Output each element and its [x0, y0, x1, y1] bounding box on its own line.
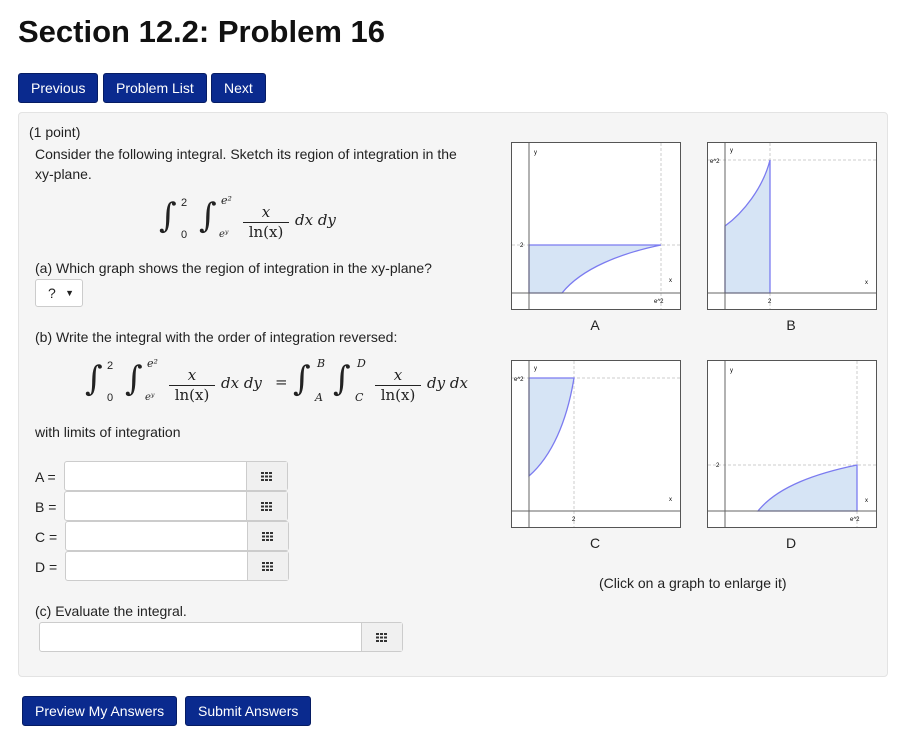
- limit-d-label: D =: [35, 559, 58, 575]
- x-axis-label: x: [865, 280, 868, 286]
- graph-hint: (Click on a graph to enlarge it): [599, 575, 787, 591]
- x-axis-label: x: [669, 278, 672, 284]
- differentials: dx dy: [221, 374, 262, 392]
- keypad-icon: [262, 532, 274, 541]
- x-axis-label: x: [669, 497, 672, 503]
- differentials: dx dy: [295, 211, 336, 229]
- limit-b-label: B =: [35, 499, 57, 515]
- next-button[interactable]: Next: [211, 73, 266, 103]
- outer-upper-limit-b: B: [317, 357, 326, 370]
- x-tick-label: e^2: [850, 517, 860, 523]
- keypad-icon: [261, 502, 273, 511]
- region: [725, 160, 770, 293]
- equation-editor-button[interactable]: [246, 462, 287, 490]
- inner-upper-limit: e²: [147, 357, 158, 370]
- integral-sign: ∫: [125, 359, 143, 399]
- graph-c-label: C: [589, 535, 601, 551]
- inner-upper-limit: e²: [221, 194, 232, 207]
- y-axis-label: y: [534, 150, 537, 156]
- y-axis-label: y: [730, 368, 733, 374]
- graph-select[interactable]: ? ▼: [35, 279, 83, 307]
- part-b-question: (b) Write the integral with the order of integration reversed:: [35, 329, 398, 345]
- points: (1 point): [29, 124, 81, 140]
- keypad-icon: [262, 562, 274, 571]
- outer-upper-limit: 2: [107, 360, 114, 372]
- x-tick-label: e^2: [654, 299, 664, 305]
- equation-editor-button[interactable]: [361, 623, 402, 651]
- outer-lower-limit: 0: [181, 229, 188, 241]
- graph-d-label: D: [785, 535, 797, 551]
- page-title: Section 12.2: Problem 16: [18, 14, 385, 49]
- integral-sign: ∫: [293, 359, 311, 399]
- keypad-icon: [376, 633, 388, 642]
- limit-c-input[interactable]: [65, 521, 289, 551]
- keypad-icon: [261, 472, 273, 481]
- integral-sign: ∫: [199, 196, 217, 236]
- preview-answers-button[interactable]: Preview My Answers: [22, 696, 177, 726]
- part-a-question: (a) Which graph shows the region of integration in the xy-plane?: [35, 260, 432, 276]
- integral-sign: ∫: [333, 359, 351, 399]
- limit-a-input[interactable]: [64, 461, 288, 491]
- reversed-integral-expression: [85, 356, 475, 411]
- previous-button[interactable]: Previous: [18, 73, 98, 103]
- equals-sign: =: [275, 373, 288, 391]
- outer-lower-limit-a: A: [315, 391, 323, 404]
- region: [529, 378, 574, 476]
- graph-b-label: B: [786, 317, 796, 333]
- inner-lower-limit: eʸ: [219, 229, 229, 240]
- y-tick-label: e^2: [514, 377, 524, 383]
- submit-answers-button[interactable]: Submit Answers: [185, 696, 311, 726]
- x-axis-label: x: [865, 498, 868, 504]
- y-tick-label: 2: [520, 243, 524, 249]
- integral-sign: ∫: [85, 359, 103, 399]
- inner-upper-limit-d: D: [357, 357, 366, 370]
- x-tick-label: 2: [768, 299, 772, 305]
- region: [758, 465, 857, 511]
- equation-editor-button[interactable]: [246, 492, 287, 520]
- inner-lower-limit-c: C: [355, 391, 364, 404]
- integrand: $\frac{x}{\ln(x)}$: [375, 366, 421, 404]
- integral-sign: ∫: [159, 196, 177, 236]
- graph-a[interactable]: [511, 142, 681, 310]
- limit-a-label: A =: [35, 469, 56, 485]
- integrand: $\frac{x}{\ln(x)}$: [243, 203, 289, 241]
- x-tick-label: 2: [572, 517, 576, 523]
- y-axis-label: y: [534, 366, 537, 372]
- inner-lower-limit: eʸ: [145, 392, 155, 403]
- differentials: dy dx: [427, 374, 468, 392]
- graph-c[interactable]: [511, 360, 681, 528]
- y-axis-label: y: [730, 148, 733, 154]
- part-c-question: (c) Evaluate the integral.: [35, 603, 187, 619]
- problem-panel: [18, 112, 888, 677]
- limit-c-label: C =: [35, 529, 58, 545]
- limit-d-input[interactable]: [65, 551, 289, 581]
- equation-editor-button[interactable]: [247, 552, 288, 580]
- integral-expression: [159, 193, 359, 248]
- outer-upper-limit: 2: [181, 197, 188, 209]
- equation-editor-button[interactable]: [247, 522, 288, 550]
- part-c-input[interactable]: [39, 622, 403, 652]
- limit-b-input[interactable]: [64, 491, 288, 521]
- y-tick-label: 2: [716, 463, 720, 469]
- integrand: $\frac{x}{\ln(x)}$: [169, 366, 215, 404]
- problem-intro: Consider the following integral. Sketch its region of integration in the xy-plane.: [35, 146, 457, 182]
- region: [529, 245, 661, 293]
- y-tick-label: e^2: [710, 159, 720, 165]
- outer-lower-limit: 0: [107, 392, 114, 404]
- graph-b[interactable]: [707, 142, 877, 310]
- problem-list-button[interactable]: Problem List: [103, 73, 207, 103]
- limits-label: with limits of integration: [35, 424, 181, 440]
- graph-a-label: A: [590, 317, 600, 333]
- graph-d[interactable]: [707, 360, 877, 528]
